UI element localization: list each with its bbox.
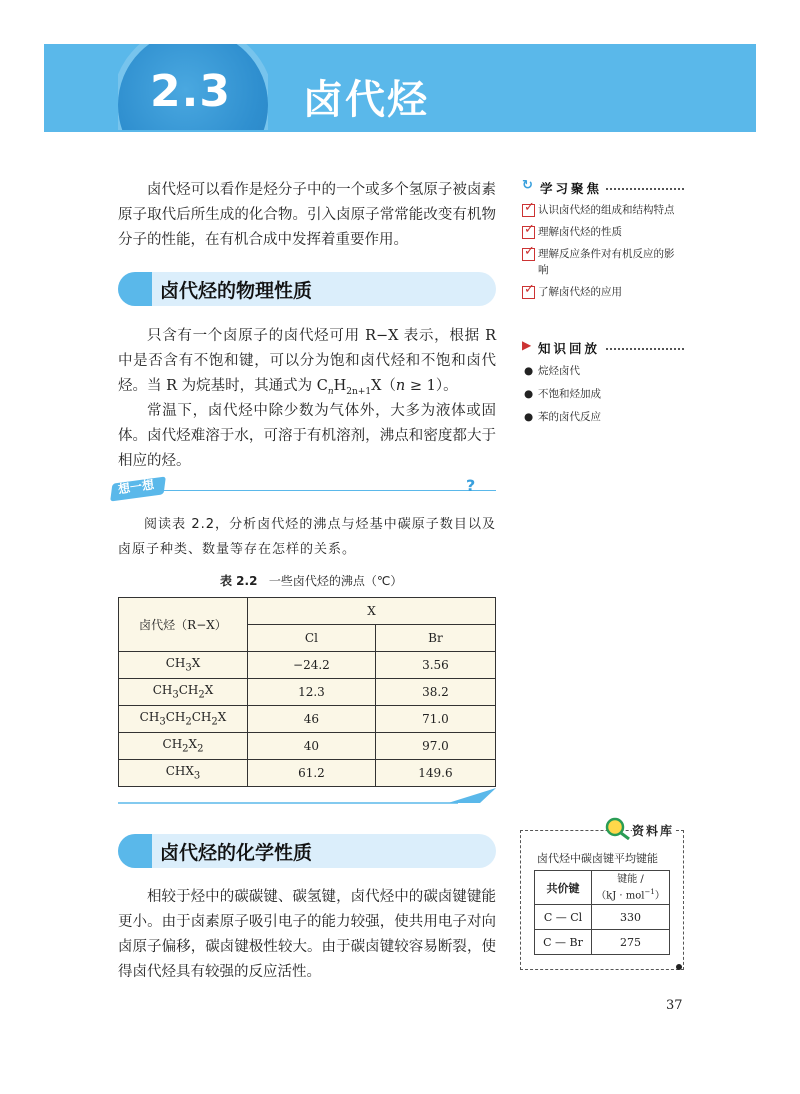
bullet-icon: ● bbox=[524, 411, 534, 423]
think-badge: 想一想 bbox=[117, 477, 155, 497]
magnifier-icon bbox=[604, 816, 632, 840]
formula-cell: $CH_3CH_2X$ bbox=[119, 679, 248, 706]
section-header-physical bbox=[118, 272, 496, 306]
br-value: 149.6 bbox=[375, 760, 495, 787]
dot-rule bbox=[606, 188, 684, 190]
chapter-title: 卤代烃 bbox=[303, 77, 429, 123]
boiling-point-table bbox=[118, 597, 496, 787]
reference-subtitle: 卤代烃中碳卤键平均键能 bbox=[537, 852, 658, 865]
learning-focus bbox=[522, 178, 684, 300]
col-header-br: Br bbox=[375, 625, 495, 652]
table-row bbox=[535, 930, 670, 955]
review-item: ● 烷烃卤代 bbox=[524, 365, 580, 377]
dot-rule bbox=[606, 348, 684, 350]
table-row bbox=[535, 905, 670, 930]
physical-paragraph-1: 只含有一个卤原子的卤代烃可用 R−X 表示，根据 R 中是否含有不饱和键，可以分为饱和卤代烃和不饱和卤代烃。当 R 为烷基时，其通式为 $C_nH_{2n+1}X(n \ge 1)$。 bbox=[118, 328, 496, 397]
checkbox-icon bbox=[522, 248, 535, 261]
section-cap bbox=[118, 272, 152, 306]
physical-paragraph-2: 常温下，卤代烃中除少数为气体外，大多为液体或固体。卤代烃难溶于水，可溶于有机溶剂，沸点和密度都大于相应的烃。 bbox=[118, 403, 496, 469]
bullet-icon: ● bbox=[524, 388, 534, 400]
energy-cell: 275 bbox=[592, 930, 670, 955]
col-header-cl: Cl bbox=[248, 625, 376, 652]
focus-item: ✓ 理解反应条件对有机反应的影响 bbox=[522, 246, 684, 278]
checkbox-icon bbox=[522, 226, 535, 239]
formula-cell: $CH_2X_2$ bbox=[119, 733, 248, 760]
cl-value: 46 bbox=[248, 706, 376, 733]
page-number: 37 bbox=[666, 998, 683, 1013]
section-header-chemical bbox=[118, 834, 496, 868]
chemical-paragraph: 相较于烃中的碳碳键、碳氢键，卤代烃中的碳卤键键能更小。由于卤素原子吸引电子的能力较强，使共用电子对向卤原子偏移，碳卤键极性较大。由于碳卤键较容易断裂，使得卤代烃具有较强的反应活性。 bbox=[118, 889, 496, 980]
box-corner-dot bbox=[676, 964, 682, 970]
cl-value: 40 bbox=[248, 733, 376, 760]
col-header-energy: 键能 / （kJ · mol$^{-1}$） bbox=[592, 871, 670, 905]
section-title: 卤代烃的化学性质 bbox=[160, 842, 313, 864]
knowledge-review bbox=[522, 338, 684, 425]
review-item: ● 苯的卤代反应 bbox=[524, 411, 601, 423]
bond-energy-table bbox=[534, 870, 670, 955]
col-header-bond: 共价键 bbox=[535, 871, 592, 905]
think-text: 阅读表 2.2，分析卤代烃的沸点与烃基中碳原子数目以及卤原子种类、数量等存在怎样的关系。 bbox=[118, 517, 496, 557]
reference-title: 资料库 bbox=[632, 824, 675, 838]
bullet-icon: ● bbox=[524, 365, 534, 377]
energy-cell: 330 bbox=[592, 905, 670, 930]
section-cap bbox=[118, 834, 152, 868]
think-rule bbox=[158, 490, 496, 491]
checkbox-icon bbox=[522, 204, 535, 217]
formula-cell: $CH_3CH_2CH_2X$ bbox=[119, 706, 248, 733]
focus-item: ✓ 理解卤代烃的性质 bbox=[522, 224, 684, 240]
bond-cell: C — Cl bbox=[535, 905, 592, 930]
br-value: 38.2 bbox=[375, 679, 495, 706]
checkbox-icon bbox=[522, 286, 535, 299]
table-row bbox=[119, 706, 496, 733]
cl-value: 12.3 bbox=[248, 679, 376, 706]
col-header-x: X bbox=[248, 598, 496, 625]
table-caption: 表 2.2 一些卤代烃的沸点（℃） bbox=[220, 574, 403, 588]
review-title: 知识回放 bbox=[538, 341, 601, 356]
br-value: 3.56 bbox=[375, 652, 495, 679]
table-row bbox=[119, 733, 496, 760]
cl-value: 61.2 bbox=[248, 760, 376, 787]
formula-cell: $CHX_3$ bbox=[119, 760, 248, 787]
br-value: 97.0 bbox=[375, 733, 495, 760]
table-row bbox=[119, 652, 496, 679]
col-header-main: 卤代烃（R−X） bbox=[119, 598, 248, 652]
bond-cell: C — Br bbox=[535, 930, 592, 955]
table-row bbox=[119, 760, 496, 787]
section-title: 卤代烃的物理性质 bbox=[160, 280, 313, 302]
chapter-number: 2.3 bbox=[150, 66, 231, 117]
think-end-arrow bbox=[118, 784, 498, 808]
cl-value: −24.2 bbox=[248, 652, 376, 679]
focus-item: ✓ 了解卤代烃的应用 bbox=[522, 284, 684, 300]
triangle-icon: ▶ bbox=[522, 338, 532, 352]
formula-cell: $CH_3X$ bbox=[119, 652, 248, 679]
refresh-icon: ↻ bbox=[522, 178, 533, 193]
br-value: 71.0 bbox=[375, 706, 495, 733]
review-item: ● 不饱和烃加成 bbox=[524, 388, 601, 400]
question-icon: ? bbox=[466, 476, 476, 495]
focus-title: 学习聚焦 bbox=[540, 181, 603, 196]
focus-item: ✓ 认识卤代烃的组成和结构特点 bbox=[522, 202, 684, 218]
table-row bbox=[119, 679, 496, 706]
intro-paragraph: 卤代烃可以看作是烃分子中的一个或多个氢原子被卤素原子取代后所生成的化合物。引入卤原子常常能改变有机物分子的性能，在有机合成中发挥着重要作用。 bbox=[118, 182, 496, 248]
